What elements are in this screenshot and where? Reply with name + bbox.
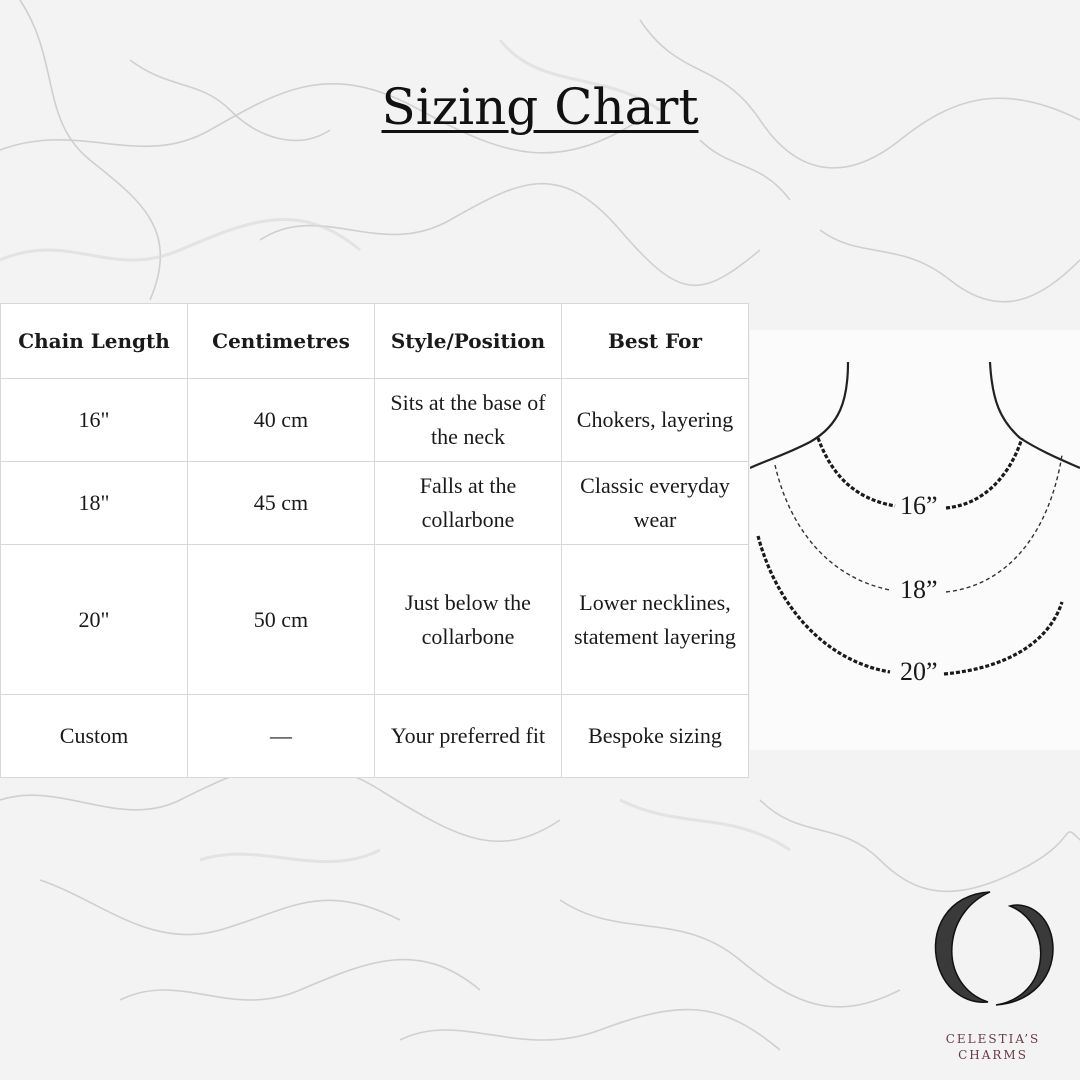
cell-length: 18" xyxy=(1,462,188,545)
chain-16-right xyxy=(946,438,1022,508)
cell-best-for: Bespoke sizing xyxy=(562,695,749,778)
cell-position: Your preferred fit xyxy=(375,695,562,778)
label-20: 20” xyxy=(900,657,938,686)
cell-cm: 40 cm xyxy=(188,379,375,462)
neck-outline-left xyxy=(750,362,848,468)
necklace-length-diagram xyxy=(750,330,1080,750)
crescent-right-icon xyxy=(996,905,1053,1005)
cell-cm: 45 cm xyxy=(188,462,375,545)
cell-position: Falls at the collarbone xyxy=(375,462,562,545)
header-centimetres: Centimetres xyxy=(188,304,375,379)
cell-best-for: Chokers, layering xyxy=(562,379,749,462)
page-title-text: Sizing Chart xyxy=(381,78,699,136)
header-style-position: Style/Position xyxy=(375,304,562,379)
label-18: 18” xyxy=(900,575,938,604)
header-best-for: Best For xyxy=(562,304,749,379)
brand-name-line1: CELESTIA’S xyxy=(945,1032,1041,1046)
cell-best-for: Classic everyday wear xyxy=(562,462,749,545)
cell-length: 16" xyxy=(1,379,188,462)
label-16: 16” xyxy=(900,491,938,520)
cell-cm: 50 cm xyxy=(188,545,375,695)
chain-16-left xyxy=(818,438,895,506)
brand-name-line2: CHARMS xyxy=(958,1048,1028,1062)
table-header-row xyxy=(1,304,749,379)
cell-best-for: Lower necklines, statement layering xyxy=(562,545,749,695)
crescent-left-icon xyxy=(935,892,990,1002)
sizing-table xyxy=(0,303,749,778)
header-chain-length: Chain Length xyxy=(1,304,188,379)
neck-outline-right xyxy=(990,362,1080,468)
cell-position: Sits at the base of the neck xyxy=(375,379,562,462)
cell-length: Custom xyxy=(1,695,188,778)
chain-18-left xyxy=(775,465,890,590)
chain-20-right xyxy=(944,602,1062,674)
page-title xyxy=(0,78,1080,136)
cell-cm: — xyxy=(188,695,375,778)
table-row xyxy=(1,545,749,695)
cell-length: 20" xyxy=(1,545,188,695)
table-row xyxy=(1,695,749,778)
table-row xyxy=(1,462,749,545)
cell-position: Just below the collarbone xyxy=(375,545,562,695)
table-row xyxy=(1,379,749,462)
